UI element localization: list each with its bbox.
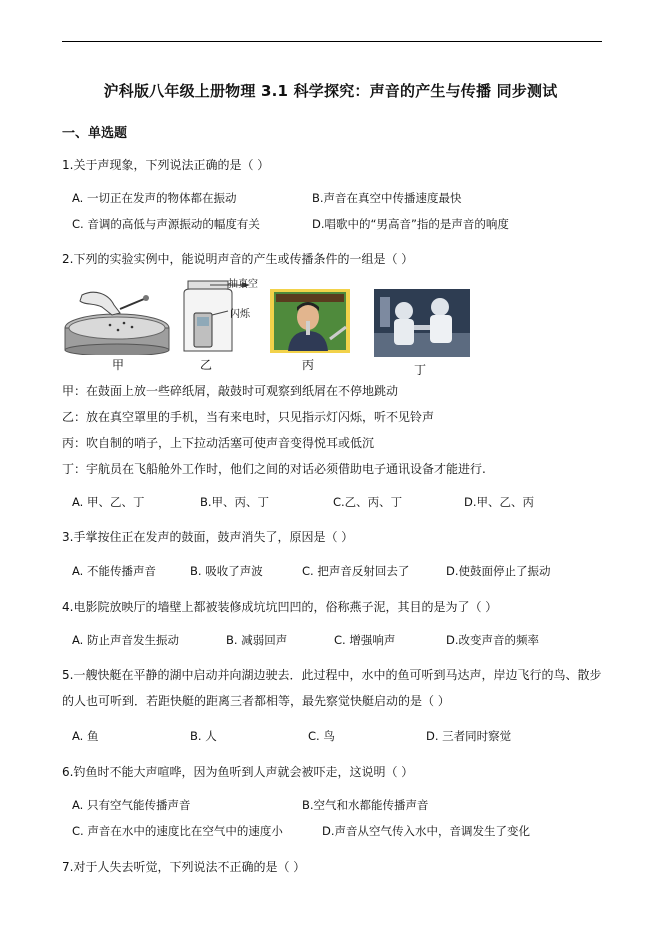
q4-option-b[interactable]: B. 减弱回声 [226, 633, 288, 647]
astronauts-photo [374, 289, 470, 357]
q6-option-c[interactable]: C. 声音在水中的速度比在空气中的速度小 [72, 824, 283, 838]
q1-option-b[interactable]: B.声音在真空中传播速度最快 [312, 191, 462, 205]
q5-option-a[interactable]: A. 鱼 [72, 729, 99, 743]
q1-option-a[interactable]: A. 一切正在发声的物体都在振动 [72, 191, 237, 205]
pump-annotation: 抽真空 [228, 279, 258, 290]
page-title: 沪科版八年级上册物理 3.1 科学探究：声音的产生与传播 同步测试 [103, 82, 558, 100]
q6-option-b[interactable]: B.空气和水都能传播声音 [302, 798, 429, 812]
q3-option-d[interactable]: D.使鼓面停止了振动 [446, 564, 551, 578]
question-5-stem: 5.一艘快艇在平静的湖中启动并向湖边驶去．此过程中，水中的鱼可听到马达声，岸边飞行的鸟、散步的人也可听到．若距快艇的距离三者都相等，最先察觉快艇启动的是（ ） [62, 668, 602, 708]
figure-label-bing: 丙 [302, 358, 315, 372]
whistle-photo [270, 289, 350, 353]
header-rule [62, 41, 602, 42]
q4-option-c[interactable]: C. 增强响声 [334, 633, 396, 647]
q2-description-ding: 丁：宇航员在飞船舱外工作时，他们之间的对话必须借助电子通讯设备才能进行. [62, 462, 486, 476]
q3-option-c[interactable]: C. 把声音反射回去了 [302, 564, 410, 578]
q2-option-b[interactable]: B.甲、丙、丁 [200, 495, 270, 509]
figure-label-ding: 丁 [414, 363, 427, 377]
q5-option-d[interactable]: D. 三者同时察觉 [426, 729, 512, 743]
q5-option-b[interactable]: B. 人 [190, 729, 217, 743]
flash-annotation: 闪烁 [230, 309, 250, 320]
q2-option-a[interactable]: A. 甲、乙、丁 [72, 495, 145, 509]
q6-option-a[interactable]: A. 只有空气能传播声音 [72, 798, 191, 812]
drum-figure [62, 283, 172, 355]
q1-option-c[interactable]: C. 音调的高低与声源振动的幅度有关 [72, 217, 260, 231]
question-4-stem: 4.电影院放映厅的墙壁上都被装修成坑坑凹凹的，俗称燕子泥，其目的是为了（ ） [62, 600, 498, 614]
section-heading: 一、单选题 [62, 126, 128, 141]
q4-option-d[interactable]: D.改变声音的频率 [446, 633, 540, 647]
q3-option-a[interactable]: A. 不能传播声音 [72, 564, 156, 578]
q4-option-a[interactable]: A. 防止声音发生振动 [72, 633, 179, 647]
question-6-stem: 6.钓鱼时不能大声喧哗，因为鱼听到人声就会被吓走，这说明（ ） [62, 765, 414, 779]
q6-option-d[interactable]: D.声音从空气传入水中，音调发生了变化 [322, 824, 531, 838]
question-1-stem: 1.关于声现象，下列说法正确的是（ ） [62, 158, 270, 172]
experiment-figures [62, 279, 482, 378]
question-3-stem: 3.手掌按住正在发声的鼓面，鼓声消失了，原因是（ ） [62, 530, 354, 544]
q5-option-c[interactable]: C. 鸟 [308, 729, 335, 743]
q2-option-d[interactable]: D.甲、乙、丙 [464, 495, 535, 509]
q2-description-yi: 乙：放在真空罩里的手机，当有来电时，只见指示灯闪烁，听不见铃声 [62, 410, 435, 424]
figure-label-yi: 乙 [200, 358, 213, 372]
q3-option-b[interactable]: B. 吸收了声波 [190, 564, 263, 578]
q2-option-c[interactable]: C.乙、丙、丁 [333, 495, 403, 509]
q2-description-jia: 甲：在鼓面上放一些碎纸屑，敲鼓时可观察到纸屑在不停地跳动 [62, 384, 399, 398]
q1-option-d[interactable]: D.唱歌中的“男高音”指的是声音的响度 [312, 217, 509, 231]
figure-label-jia: 甲 [112, 358, 125, 372]
question-7-stem: 7.对于人失去听觉，下列说法不正确的是（ ） [62, 860, 306, 874]
q2-description-bing: 丙：吹自制的哨子，上下拉动活塞可使声音变得悦耳或低沉 [62, 436, 375, 450]
question-2-stem: 2.下列的实验实例中，能说明声音的产生或传播条件的一组是（ ） [62, 252, 414, 266]
